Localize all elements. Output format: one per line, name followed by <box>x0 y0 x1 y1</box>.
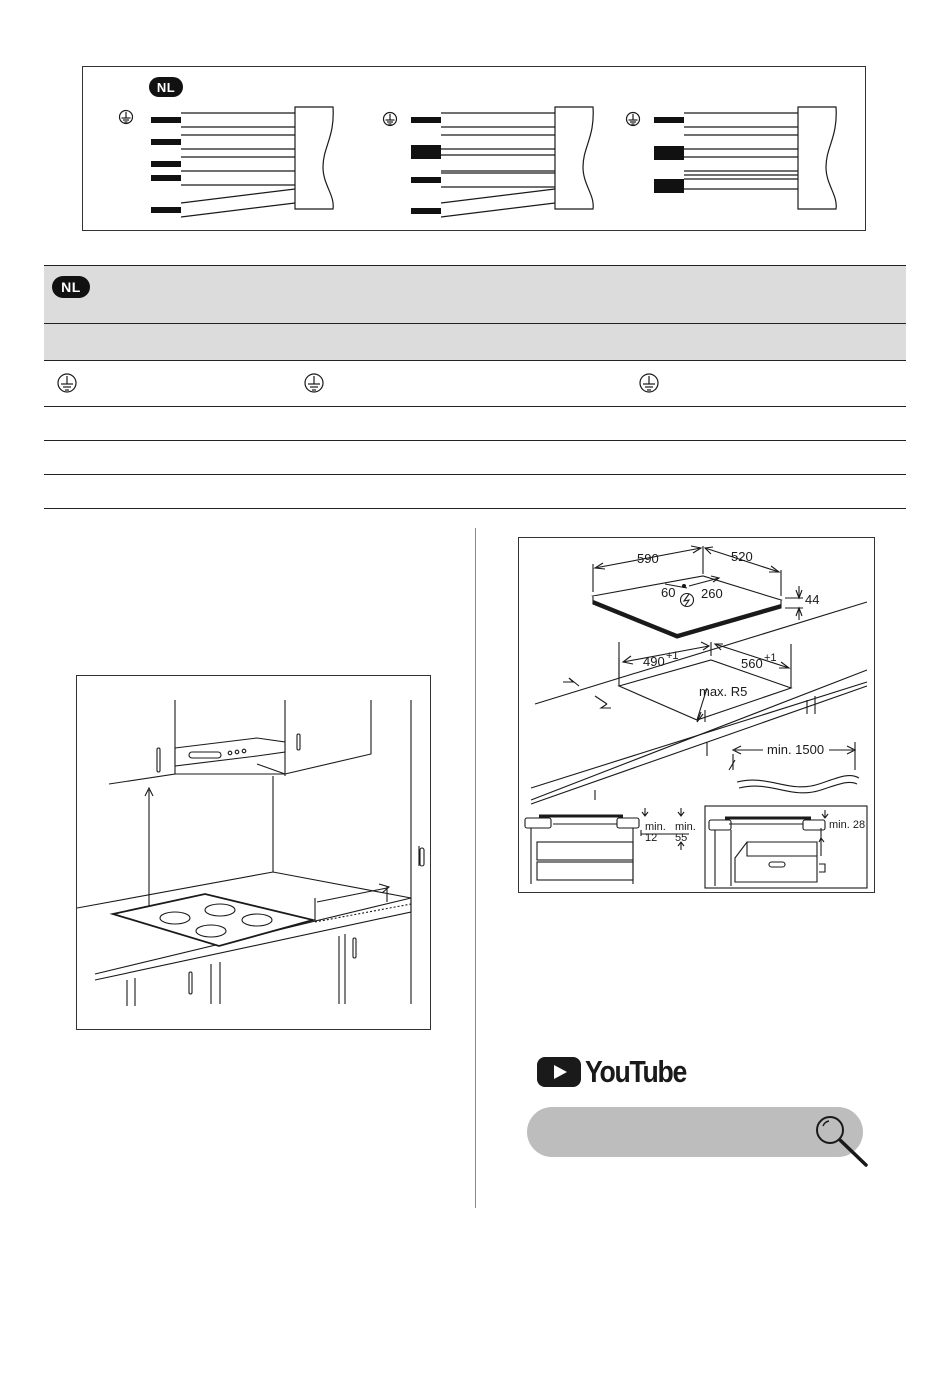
dim-gap-12: 12 <box>645 832 658 844</box>
dim-cable-offset: 260 <box>701 586 723 601</box>
dim-height: 44 <box>805 592 820 607</box>
dim-cable-length: min. 1500 <box>767 742 825 757</box>
dim-min-28: min. 28 <box>829 819 866 831</box>
table-row-line <box>44 440 906 441</box>
dim-cutout-width-tol: +1 <box>666 650 679 662</box>
dim-cutout-width: 490 <box>643 654 665 669</box>
wiring-diagram-1 <box>120 107 334 217</box>
dim-cutout-depth-tol: +1 <box>764 652 777 664</box>
table-header-band <box>44 265 906 361</box>
dim-depth: 520 <box>731 549 753 564</box>
dim-cutout-depth: 560 <box>741 656 763 671</box>
earth-icon <box>627 113 640 126</box>
table-header-divider <box>44 323 906 324</box>
nl-badge-table: NL <box>52 276 90 298</box>
kitchen-drawing <box>77 676 430 1029</box>
earth-icon <box>640 374 658 392</box>
magnifier-icon[interactable] <box>812 1112 872 1172</box>
earth-icon <box>120 111 133 124</box>
dim-min-label-1: min. <box>645 821 666 833</box>
column-divider <box>475 528 476 1208</box>
table-row-line <box>44 474 906 475</box>
earth-icon <box>305 374 323 392</box>
wiring-diagram-2 <box>384 107 594 217</box>
dim-min-label-2: min. <box>675 821 696 833</box>
hood-distance-illustration <box>76 675 431 1030</box>
play-icon <box>537 1057 581 1087</box>
installation-dimensions-figure <box>518 537 875 893</box>
dimensions-drawing <box>519 538 874 892</box>
youtube-wordmark: YouTube <box>585 1054 687 1089</box>
table-row-line <box>44 508 906 509</box>
wiring-diagrams <box>83 67 865 230</box>
nl-badge: NL <box>149 77 183 97</box>
wiring-diagram-frame <box>82 66 866 231</box>
power-icon <box>681 594 694 607</box>
dim-corner-radius: max. R5 <box>699 684 748 699</box>
earth-icon <box>58 374 76 392</box>
table-earth-row <box>44 362 906 406</box>
wiring-diagram-3 <box>627 107 837 209</box>
dim-gap-55: 55 <box>675 832 688 844</box>
dim-edge-offset: 60 <box>661 585 676 600</box>
table-row-line <box>44 406 906 407</box>
dim-width: 590 <box>637 551 659 566</box>
earth-icon <box>384 113 397 126</box>
youtube-logo <box>537 1054 703 1090</box>
